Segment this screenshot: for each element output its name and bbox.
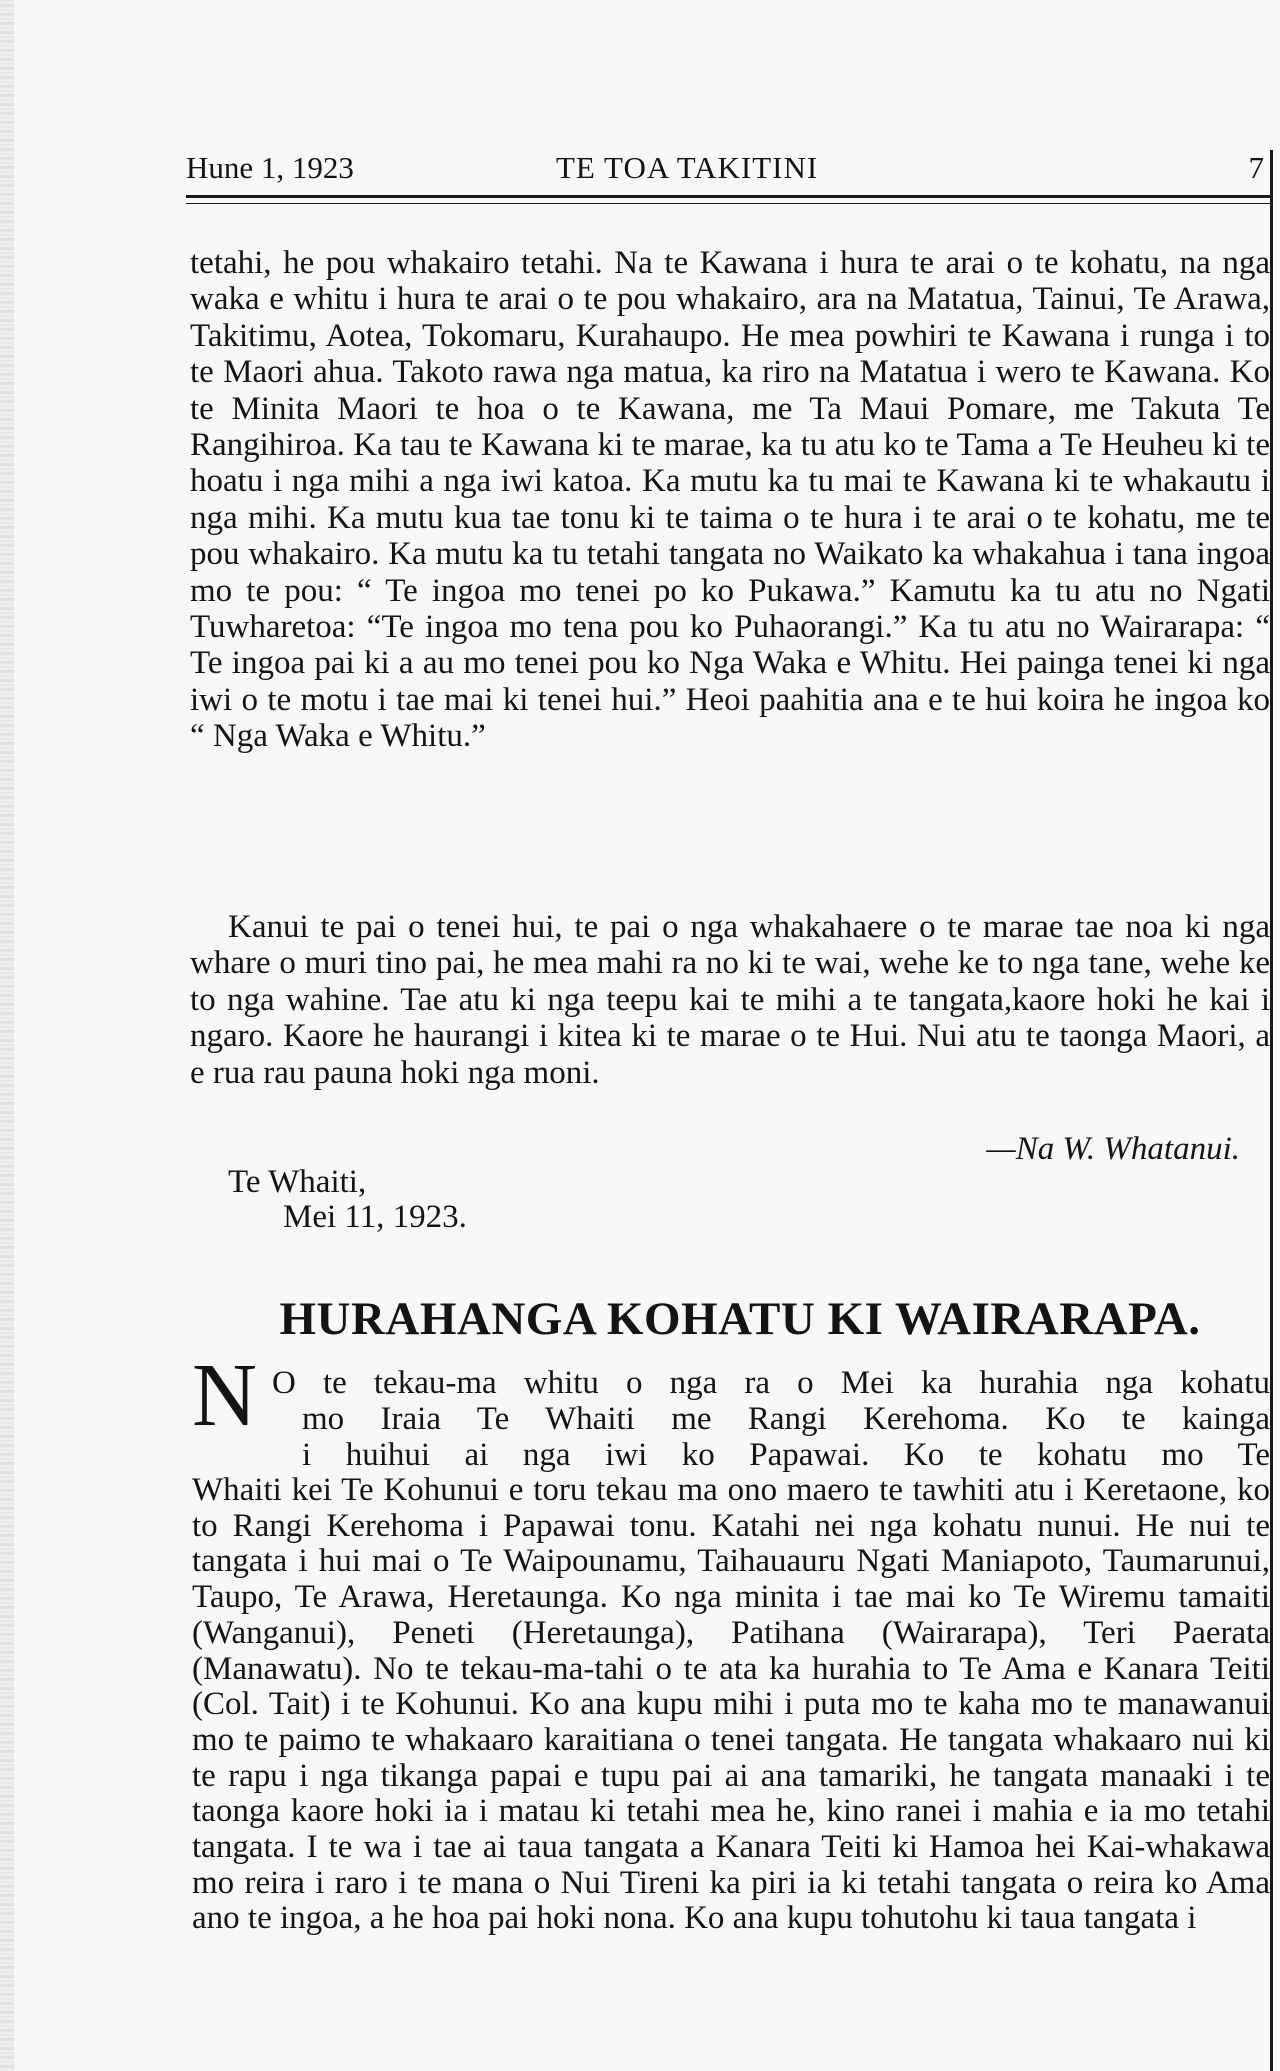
page-number: 7 [1248,150,1264,185]
article2-line3: i huihui ai nga iwi ko Papawai. Ko te kohatu mo Te [302,1437,1270,1473]
header-date: Hune 1, 1923 [186,150,354,185]
header-rule-thin [186,203,1270,204]
page-header [186,150,1266,190]
signature: —Na W. Whatanui. [986,1131,1240,1167]
dateline-place: Te Whaiti, [228,1164,367,1200]
header-title: TE TOA TAKITINI [556,150,819,185]
article2-line2: mo Iraia Te Whaiti me Rangi Kerehoma. Ko te kainga [302,1401,1270,1437]
article2-line1: O te tekau-ma whitu o nga ra o Mei ka hurahia nga kohatu [272,1365,1270,1401]
article1-paragraph1: tetahi, he pou whakairo tetahi. Na te Kawana i hura te arai o te kohatu, na nga waka e whitu i hura te arai o te pou whakairo, ara na Matatua, Tainui, Te Arawa, Takitimu, Aotea, Tokomaru, Kurahaupo. He mea powhiri te Kawana i runga i to te Maori ahua. Takoto rawa nga matua, ka riro na Matatua i wero te Kawana. Ko te Minita Maori te hoa o te Kawana, me Ta Maui Pomare, me Takuta Te Rangihiroa. Ka tau te Kawana ki te marae, ka tu atu ko te Tama a Te Heuheu ki te hoatu i nga mihi a nga iwi katoa. Ka mutu ka tu mai te Kawana ki te whakautu i nga mihi. Ka mutu kua tae tonu ki te taima o te hura i te arai o te kohatu, me te pou whakairo. Ka mutu ka tu tetahi tangata no Waikato ka whakahua i tana ingoa mo te pou: “ Te ingoa mo tenei po ko Pukawa.” Kamutu ka tu atu no Ngati Tuwharetoa: “Te ingoa mo tena pou ko Puhaorangi.” Ka tu atu no Wairarapa: “ Te ingoa pai ki a au mo tenei pou ko Nga Waka e Whitu. Hei painga tenei ki nga iwi o te motu i tae mai ki tenei hui.” Heoi paahitia ana e te hui koira he ingoa ko “ Nga Waka e Whitu.” [190,245,1270,755]
scan-edge [0,0,14,2071]
article1-paragraph2: Kanui te pai o tenei hui, te pai o nga whakahaere o te marae tae noa ki nga whare o muri tino pai, he mea mahi ra no ki te wai, wehe ke to nga tane, wehe ke to nga wahine. Tae atu ki nga teepu kai te mihi a te tangata,kaore hoki he kai i ngaro. Kaore he haurangi i kitea ki te marae o te Hui. Nui atu te taonga Maori, a e rua rau pauna hoki nga moni. [190,909,1270,1091]
header-rule-thick [186,195,1270,198]
article2-body: Whaiti kei Te Kohunui e toru tekau ma ono maero te tawhiti atu i Keretaone, ko to Rangi Kerehoma i Papawai tonu. Katahi nei nga kohatu nunui. He nui te tangata i hui mai o Te Waipounamu, Taihauauru Ngati Maniapoto, Taumarunui, Taupo, Te Arawa, Heretaunga. Ko nga minita i tae mai ko Te Wiremu tamaiti (Wanganui), Peneti (Heretaunga), Patihana (Wairarapa), Teri Paerata (Manawatu). No te tekau-ma-tahi o te ata ka hurahia to Te Ama e Kanara Teiti (Col. Tait) i te Kohunui. Ko ana kupu mihi i puta mo te kaha mo te manawanui mo te paimo te whakaaro karaitiana o tenei tangata. He tangata whakaaro nui ki te rapu i nga tikanga papai e tupu pai ai ana tamariki, he tangata manaaki i te taonga kaore hoki ia i matau ki tetahi mea he, kino ranei i mahia e ia mo tetahi tangata. I te wa i tae ai taua tangata a Kanara Teiti ki Hamoa hei Kai-whakawa mo reira i raro i te mana o Nui Tireni ka piri ia ki tetahi tangata o reira ko Ama ano te ingoa, a he hoa pai hoki nona. Ko ana kupu tohutohu ki taua tangata i [192,1473,1270,1937]
drop-cap: N [192,1346,257,1445]
dateline-date: Mei 11, 1923. [283,1199,467,1235]
column-rule [1270,150,1273,2071]
article2-heading: HURAHANGA KOHATU KI WAIRARAPA. [279,1293,1201,1345]
